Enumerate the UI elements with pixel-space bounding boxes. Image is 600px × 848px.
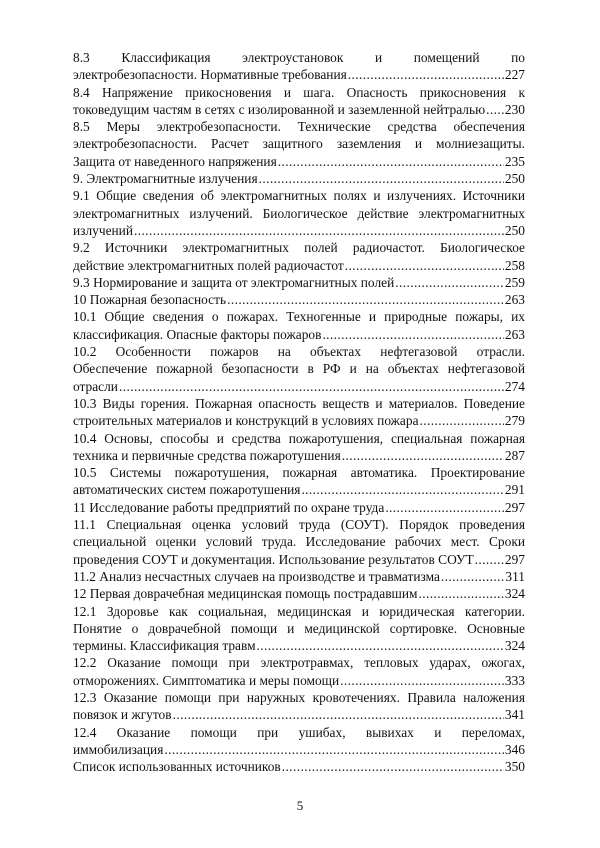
toc-entry bbox=[73, 84, 525, 119]
toc-entry bbox=[73, 395, 525, 430]
toc-entry-title-line: иммобилизация bbox=[73, 741, 164, 757]
toc-entry-title-line: термины. Классификация травм bbox=[73, 638, 256, 654]
toc-entry-last-line bbox=[73, 481, 525, 498]
toc-entry bbox=[73, 654, 525, 689]
toc-entry-last-line bbox=[73, 101, 525, 118]
toc-leader-dots bbox=[173, 706, 504, 723]
toc-page-number: 263 bbox=[504, 292, 525, 308]
toc-entry-title-line: 12 Первая доврачебная медицинская помощь пострадавшим bbox=[73, 586, 418, 602]
toc-entry-title-line: проведения СОУТ и документация. Использование результатов СОУТ bbox=[73, 551, 474, 567]
toc-entry-last-line bbox=[73, 412, 525, 429]
toc-page-number: 279 bbox=[504, 413, 525, 429]
toc-leader-dots bbox=[278, 153, 504, 170]
toc-entry bbox=[73, 274, 525, 291]
toc-page-number: 235 bbox=[504, 153, 525, 169]
toc-entry-last-line bbox=[73, 326, 525, 343]
toc-entry-last-line bbox=[73, 274, 525, 291]
toc-leader-dots bbox=[134, 222, 504, 239]
toc-entry-title-line: Защита от наведенного напряжения bbox=[73, 153, 277, 169]
toc-entry-last-line bbox=[73, 66, 525, 83]
toc-entry bbox=[73, 49, 525, 84]
toc-entry-title-line: 12.1 Здоровье как социальная, медицинская и юридическая категории. bbox=[73, 603, 525, 619]
toc-entry-title-line: специальной оценки условий труда. Исследование рабочих мест. Сроки bbox=[73, 534, 525, 550]
toc-page-number: 259 bbox=[504, 274, 525, 290]
toc-entry-title-line: 11.2 Анализ несчастных случаев на производстве и травматизма bbox=[73, 568, 440, 584]
toc-leader-dots bbox=[282, 758, 504, 775]
toc-page-number: 324 bbox=[504, 638, 525, 654]
table-of-contents bbox=[73, 49, 525, 775]
toc-leader-dots bbox=[385, 499, 504, 516]
toc-entry-last-line bbox=[73, 153, 525, 170]
toc-entry-last-line bbox=[73, 222, 525, 239]
toc-entry-last-line bbox=[73, 758, 525, 775]
toc-entry-title-line: 10.3 Виды горения. Пожарная опасность веществ и материалов. Поведение bbox=[73, 395, 525, 411]
toc-entry bbox=[73, 239, 525, 274]
toc-entry-title-line: 9.3 Нормирование и защита от электромагнитных полей bbox=[73, 274, 395, 290]
toc-entry-title-line: строительных материалов и конструкций в условиях пожара bbox=[73, 413, 419, 429]
toc-entry bbox=[73, 516, 525, 568]
toc-entry-title-line: 12.4 Оказание помощи при ушибах, вывихах и переломах, bbox=[73, 724, 525, 740]
toc-entry-title-line: 11.1 Специальная оценка условий труда (СОУТ). Порядок проведения bbox=[73, 517, 525, 533]
toc-entry-title-line: 8.4 Напряжение прикосновения и шага. Опасность прикосновения к bbox=[73, 84, 525, 100]
toc-entry-title-line: 10.2 Особенности пожаров на объектах нефтегазовой отрасли. bbox=[73, 344, 525, 360]
toc-entry-title-line: Обеспечение пожарной безопасности в РФ и на объектах нефтегазовой bbox=[73, 361, 525, 377]
toc-leader-dots bbox=[441, 568, 504, 585]
toc-entry-title-line: действие электромагнитных полей радиочастот bbox=[73, 257, 344, 273]
toc-page-number: 227 bbox=[504, 67, 525, 83]
toc-entry-title-line: автоматических систем пожаротушения bbox=[73, 482, 301, 498]
toc-entry bbox=[73, 464, 525, 499]
toc-page-number: 291 bbox=[504, 482, 525, 498]
toc-entry-title-line: Список использованных источников bbox=[73, 759, 281, 775]
toc-entry-last-line bbox=[73, 568, 525, 585]
toc-entry-title-line: электробезопасности. Нормативные требования bbox=[73, 67, 347, 83]
toc-entry-title-line: 10.4 Основы, способы и средства пожаротушения, специальная пожарная bbox=[73, 430, 525, 446]
toc-entry-title-line: 9.1 Общие сведения об электромагнитных полях и излучениях. Источники bbox=[73, 188, 525, 204]
toc-page-number: 341 bbox=[504, 707, 525, 723]
toc-entry bbox=[73, 430, 525, 465]
toc-leader-dots bbox=[119, 378, 504, 395]
toc-entry-title-line: отморожениях. Симптоматика и меры помощи bbox=[73, 672, 340, 688]
toc-entry-last-line bbox=[73, 741, 525, 758]
toc-entry-last-line bbox=[73, 378, 525, 395]
toc-entry bbox=[73, 308, 525, 343]
toc-entry-title-line: 12.2 Оказание помощи при электротравмах, тепловых ударах, ожогах, bbox=[73, 655, 525, 671]
toc-entry-last-line bbox=[73, 170, 525, 187]
toc-entry-title-line: токоведущим частям в сетях с изолированной и заземленной нейтралью bbox=[73, 101, 486, 117]
toc-page-number: 230 bbox=[504, 101, 525, 117]
toc-page-number: 274 bbox=[504, 378, 525, 394]
toc-entry-last-line bbox=[73, 637, 525, 654]
toc-entry-title-line: 10.1 Общие сведения о пожарах. Техногенные и природные пожары, их bbox=[73, 309, 525, 325]
toc-leader-dots bbox=[342, 447, 504, 464]
toc-page-number: 297 bbox=[504, 499, 525, 515]
toc-leader-dots bbox=[259, 170, 504, 187]
toc-leader-dots bbox=[301, 481, 503, 498]
toc-entry bbox=[73, 758, 525, 775]
toc-leader-dots bbox=[322, 326, 503, 343]
toc-page-number: 324 bbox=[504, 586, 525, 602]
toc-entry-last-line bbox=[73, 499, 525, 516]
toc-page-number: 258 bbox=[504, 257, 525, 273]
toc-entry-title-line: отрасли bbox=[73, 378, 118, 394]
toc-entry bbox=[73, 170, 525, 187]
toc-leader-dots bbox=[395, 274, 504, 291]
toc-page-number: 263 bbox=[504, 326, 525, 342]
toc-entry bbox=[73, 585, 525, 602]
toc-entry-last-line bbox=[73, 447, 525, 464]
toc-page-number: 333 bbox=[504, 672, 525, 688]
toc-page-number: 250 bbox=[504, 171, 525, 187]
toc-entry bbox=[73, 291, 525, 308]
toc-entry bbox=[73, 499, 525, 516]
toc-leader-dots bbox=[420, 412, 504, 429]
toc-leader-dots bbox=[348, 66, 504, 83]
toc-page-number: 287 bbox=[504, 447, 525, 463]
toc-entry bbox=[73, 343, 525, 395]
toc-leader-dots bbox=[227, 291, 504, 308]
toc-entry-last-line bbox=[73, 672, 525, 689]
toc-entry-title-line: излучений bbox=[73, 222, 134, 238]
toc-entry-title-line: электромагнитных излучений. Биологическое действие электромагнитных bbox=[73, 205, 525, 221]
toc-entry-title-line: электробезопасности. Расчет защитного заземления и молниезащиты. bbox=[73, 136, 525, 152]
toc-entry-last-line bbox=[73, 257, 525, 274]
toc-leader-dots bbox=[164, 741, 504, 758]
toc-leader-dots bbox=[345, 257, 504, 274]
toc-entry-title-line: классификация. Опасные факторы пожаров bbox=[73, 326, 322, 342]
toc-entry-last-line bbox=[73, 551, 525, 568]
toc-entry-title-line: 10 Пожарная безопасность bbox=[73, 292, 227, 308]
toc-entry-title-line: 8.3 Классификация электроустановок и помещений по bbox=[73, 50, 525, 65]
page-number: 5 bbox=[296, 798, 304, 813]
toc-page-number: 297 bbox=[504, 551, 525, 567]
toc-entry-title-line: 10.5 Системы пожаротушения, пожарная автоматика. Проектирование bbox=[73, 465, 525, 481]
toc-entry bbox=[73, 187, 525, 239]
toc-entry bbox=[73, 724, 525, 759]
toc-page-number: 346 bbox=[504, 741, 525, 757]
toc-leader-dots bbox=[475, 551, 504, 568]
toc-leader-dots bbox=[257, 637, 504, 654]
toc-entry-title-line: техника и первичные средства пожаротушения bbox=[73, 447, 341, 463]
toc-entry bbox=[73, 603, 525, 655]
toc-page-number: 350 bbox=[504, 759, 525, 775]
toc-entry-title-line: 8.5 Меры электробезопасности. Технические средства обеспечения bbox=[73, 119, 525, 135]
toc-entry-last-line bbox=[73, 706, 525, 723]
toc-entry bbox=[73, 118, 525, 170]
toc-page-number: 250 bbox=[504, 222, 525, 238]
toc-entry-last-line bbox=[73, 291, 525, 308]
toc-page-number: 311 bbox=[505, 568, 525, 584]
toc-entry bbox=[73, 689, 525, 724]
toc-entry-title-line: 11 Исследование работы предприятий по охране труда bbox=[73, 499, 385, 515]
toc-entry-title-line: 9.2 Источники электромагнитных полей радиочастот. Биологическое bbox=[73, 240, 525, 256]
toc-entry-last-line bbox=[73, 585, 525, 602]
toc-leader-dots bbox=[418, 585, 503, 602]
toc-leader-dots bbox=[340, 672, 504, 689]
toc-leader-dots bbox=[486, 101, 504, 118]
toc-entry-title-line: повязок и жгутов bbox=[73, 707, 172, 723]
toc-entry bbox=[73, 568, 525, 585]
toc-entry-title-line: Понятие о доврачебной помощи и медицинской сортировке. Основные bbox=[73, 620, 525, 636]
toc-entry-title-line: 12.3 Оказание помощи при наружных кровотечениях. Правила наложения bbox=[73, 689, 525, 705]
toc-entry-title-line: 9. Электромагнитные излучения bbox=[73, 171, 258, 187]
